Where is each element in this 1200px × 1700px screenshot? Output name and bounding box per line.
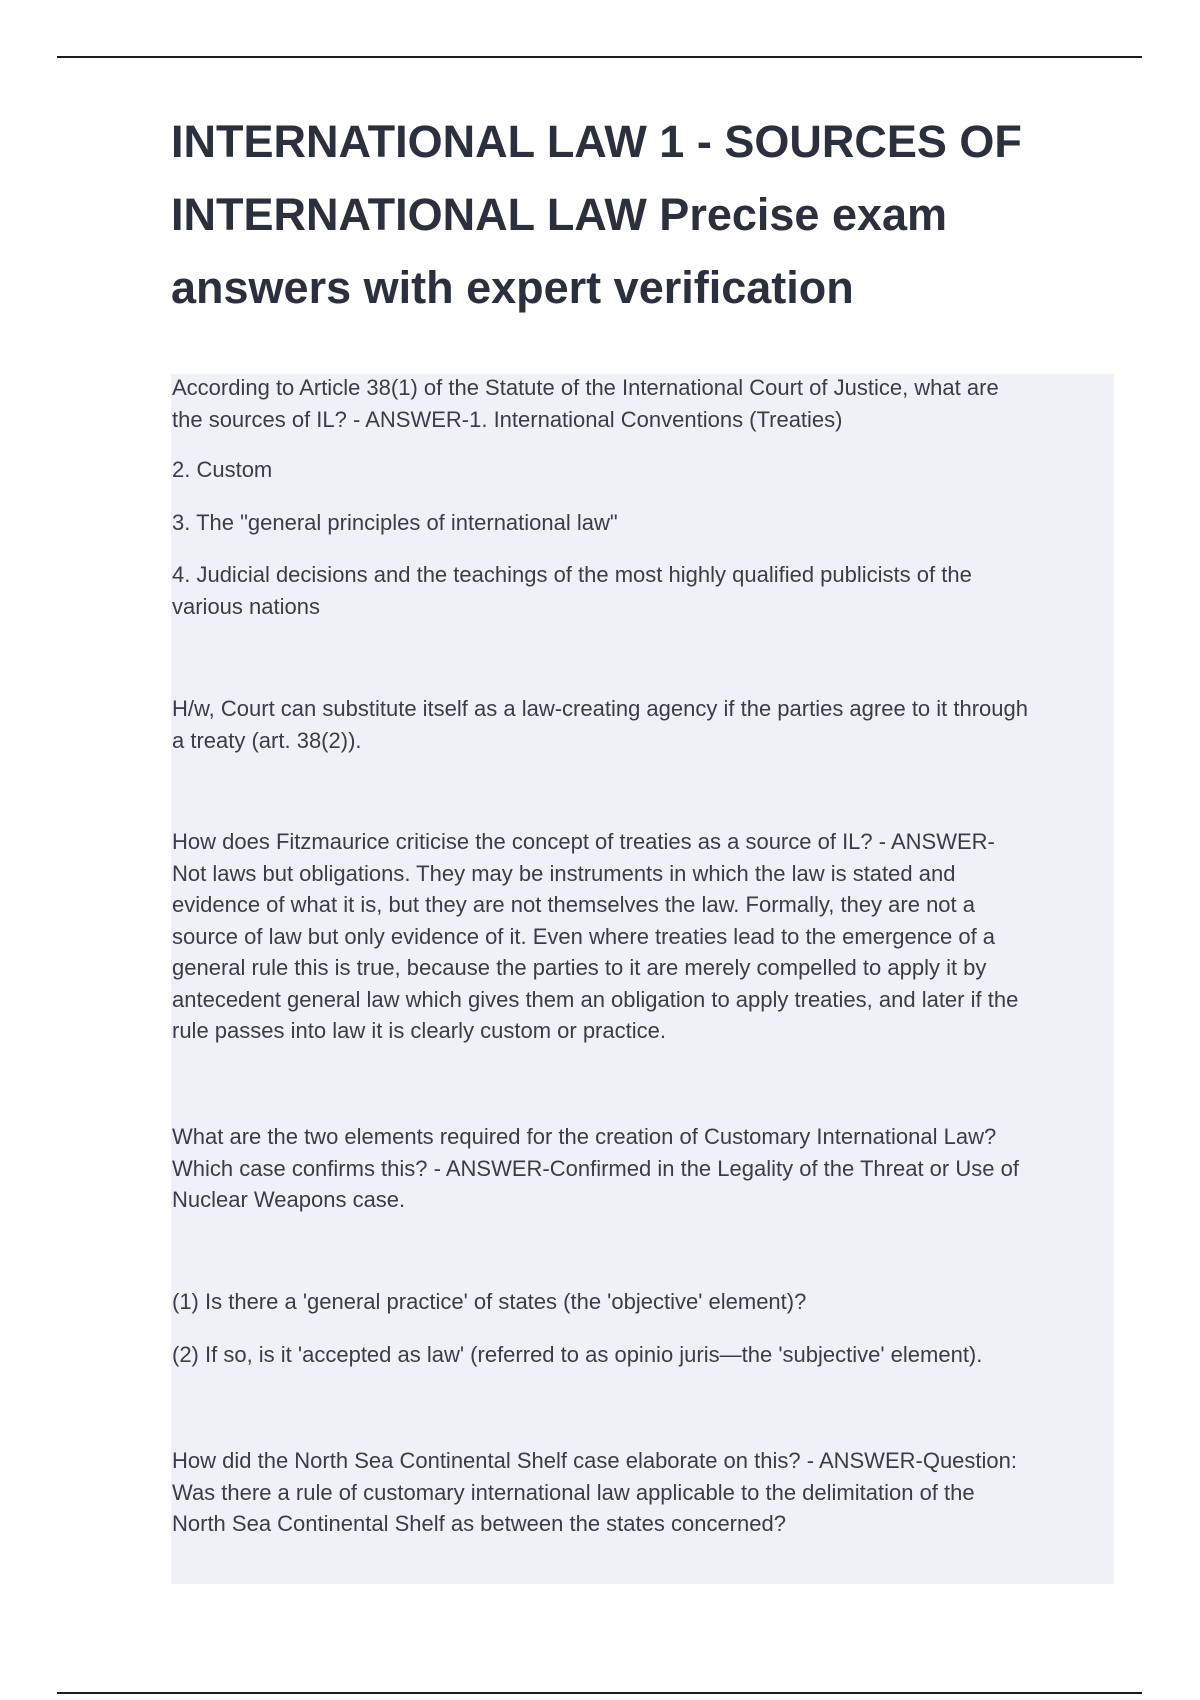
top-rule [57, 56, 1142, 58]
paragraph-court-substitute: H/w, Court can substitute itself as a law-creating agency if the parties agree to it through a treaty (art. 38(2)). [172, 696, 1029, 753]
bottom-rule [57, 1692, 1142, 1694]
paragraph-custom: 2. Custom [172, 457, 273, 482]
paragraph-north-sea: How did the North Sea Continental Shelf case elaborate on this? - ANSWER-Question: Was there a rule of customary international law applicable to the delimitation of the North Sea Continental Shelf as between the states concerned? [172, 1448, 1018, 1536]
paragraph-general-practice: (1) Is there a 'general practice' of states (the 'objective' element)? [172, 1289, 807, 1314]
paragraph-article-38-question: According to Article 38(1) of the Statute of the International Court of Justice, what are the sources of IL? - ANSWER-1. International Conventions (Treaties) [172, 375, 999, 432]
paragraph-opinio-juris: (2) If so, is it 'accepted as law' (referred to as opinio juris—the 'subjective' element). [172, 1342, 983, 1367]
document-title: INTERNATIONAL LAW 1 - SOURCES OF INTERNATIONAL LAW Precise exam answers with expert verification [171, 116, 1022, 313]
paragraph-general-principles: 3. The "general principles of international law" [172, 510, 618, 535]
paragraph-judicial-decisions: 4. Judicial decisions and the teachings of the most highly qualified publicists of the various nations [172, 562, 972, 619]
paragraph-fitzmaurice: How does Fitzmaurice criticise the concept of treaties as a source of IL? - ANSWER- Not laws but obligations. They may be instruments in which the law is stated and evidence of what it is, but they are not themselves the law. Formally, they are not a source of law but only evidence of it. Even where treaties lead to the emergence of a general rule this is true, because the parties to it are merely compelled to apply it by antecedent general law which gives them an obligation to apply treaties, and later if the rule passes into law it is clearly custom or practice. [172, 829, 1019, 1043]
paragraph-two-elements: What are the two elements required for the creation of Customary International Law? Which case confirms this? - ANSWER-Confirmed in the Legality of the Threat or Use of Nuclear Weapons case. [172, 1124, 1019, 1212]
